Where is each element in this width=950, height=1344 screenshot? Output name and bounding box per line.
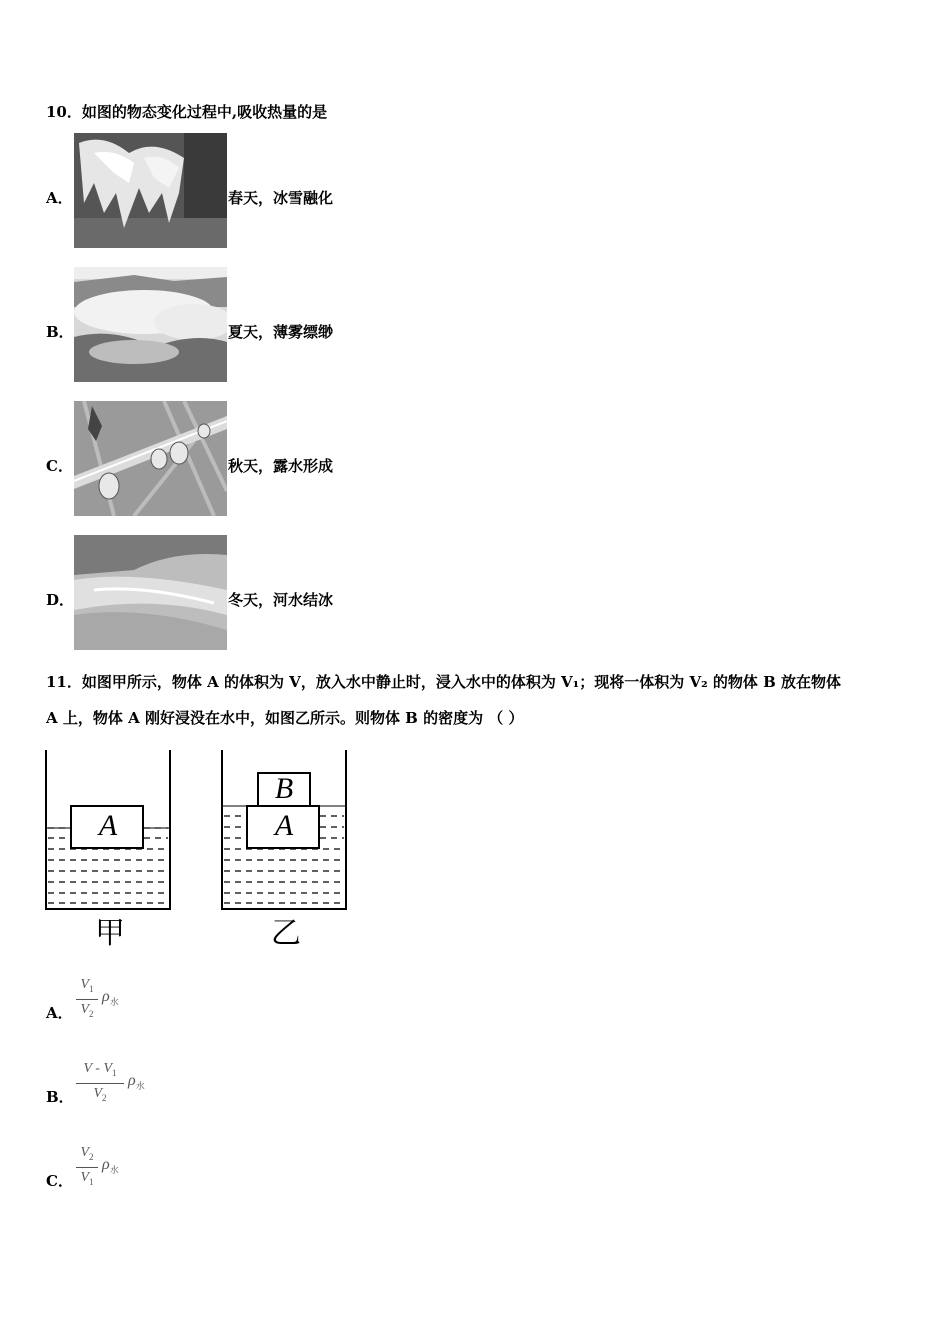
q11-stem-line1: 11．如图甲所示，物体 A 的体积为 V，放入水中静止时，浸入水中的体积为 V₁；现将一体积为 V₂ 的物体 B 放在物体 <box>46 673 842 691</box>
figure-label-yi: 乙 <box>271 916 301 951</box>
q10-option-c-caption: 秋天，露水形成 <box>228 457 334 475</box>
block-a-right-label: A <box>274 809 294 842</box>
q11-figure <box>40 748 355 958</box>
q11-option-b-fraction: V - $V_1$ $V_2$ <box>76 1060 124 1107</box>
q11-option-a-label: A． <box>46 1004 73 1022</box>
q11-option-c-rho: $\rho_水$ <box>102 1156 119 1176</box>
q10-option-d-label: D． <box>46 591 75 609</box>
q11-option-b-label: B． <box>46 1088 74 1106</box>
q11-option-c-fraction: $V_2$ $V_1$ <box>76 1144 98 1191</box>
q10-option-d-caption: 冬天，河水结冰 <box>228 591 334 609</box>
q10-fog-photo <box>74 267 227 382</box>
q11-option-a-rho: $\rho_水$ <box>102 988 119 1008</box>
q11-option-a-fraction: $V_1$ $V_2$ <box>76 976 98 1023</box>
figure-label-jia: 甲 <box>95 916 125 951</box>
q10-option-a-caption: 春天，冰雪融化 <box>228 189 334 207</box>
q10-option-a-label: A． <box>46 189 73 207</box>
q10-ice-melting-photo <box>74 133 227 248</box>
q11-option-c-label: C． <box>46 1172 73 1190</box>
q11-stem-line2: A 上，物体 A 刚好浸没在水中，如图乙所示。则物体 B 的密度为 （ ） <box>46 709 524 727</box>
q10-stem: 10．如图的物态变化过程中,吸收热量的是 <box>46 103 328 121</box>
q10-option-b-label: B． <box>46 323 74 341</box>
q10-frozen-river-photo <box>74 535 227 650</box>
block-a-left-label: A <box>98 809 118 842</box>
q11-option-b-rho: $\rho_水$ <box>128 1072 145 1092</box>
q10-option-c-label: C． <box>46 457 73 475</box>
block-b-label: B <box>274 772 294 805</box>
q10-dew-photo <box>74 401 227 516</box>
q10-option-b-caption: 夏天，薄雾缥缈 <box>228 323 334 341</box>
